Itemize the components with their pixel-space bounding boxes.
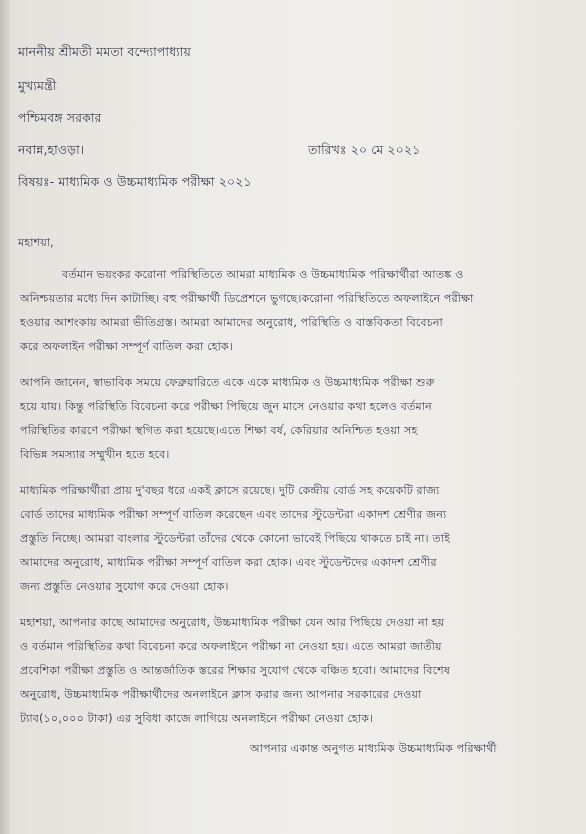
letter-date: তারিখঃ ২০ মে ২০২১ (308, 142, 421, 157)
paragraph-3-line: প্রস্তুতি নিচ্ছে। আমরা বাংলার স্টুডেন্টরা তাঁদের থেকে কোনো ভাবেই পিছিয়ে থাকতে চাই না। তাই (20, 532, 451, 545)
page-shadow (0, 0, 12, 834)
paragraph-4-line: মহাশয়া, আপনার কাছে আমাদের অনুরোধ, উচ্চমাধ্যমিক পরীক্ষা যেন আর পিছিয়ে দেওয়া না হয় (20, 616, 445, 629)
paragraph-2-line: পরিস্থিতির কারণে পরীক্ষা স্থগিত করা হয়েছে।এতে শিক্ষা বর্ষ, কেরিয়ার অনিশ্চিত হওয়া সহ (20, 424, 418, 437)
paragraph-3-line: জন্য প্রস্তুতি নেওয়ার সুযোগ করে দেওয়া হোক। (20, 580, 229, 593)
paragraph-2-line: আপনি জানেন, স্বাভাবিক সময়ে ফেব্রুয়ারিতে একে একে মাধ্যমিক ও উচ্চমাধ্যমিক পরীক্ষা শুরু (20, 376, 435, 389)
paragraph-3-line: মাধ্যমিক পরিক্ষার্থীরা প্রায় দু'বছর ধরে একই ক্লাসে রয়েছে। দুটি কেন্দ্রীয় বোর্ড সহ কয়েকটি রাজ্য (20, 484, 440, 497)
addressee-government: পশ্চিমবঙ্গ সরকার (18, 110, 102, 125)
paragraph-1-line: করে অফলাইন পরীক্ষা সম্পূর্ণ বাতিল করা হোক। (20, 340, 233, 353)
paragraph-1-line: অনিশ্চয়তার মধ্যে দিন কাটাচ্ছি। বহু পরীক্ষার্থী ডিপ্রেশনে ভুগছে।করোনা পরিস্থিতিতে অফলাইনে পরীক্ষা (20, 292, 474, 305)
letter-subject: বিষয়ঃ- মাধ্যমিক ও উচ্চমাধ্যমিক পরীক্ষা ২০২১ (18, 174, 252, 189)
signature: আপনার একান্ত অনুগত মাধ্যমিক উচ্চমাধ্যমিক পরিক্ষার্থী (250, 742, 497, 755)
paragraph-3-line: আমাদের অনুরোধ, মাধ্যমিক পরীক্ষা সম্পূর্ণ বাতিল করা হোক। এবং স্টুডেন্টদের একাদশ শ্রেণীর (20, 556, 437, 569)
paragraph-4-line: ও বর্তমান পরিস্থিতির কথা বিবেচনা করে অফলাইনে পরীক্ষা না নেওয়া হয়। এতে আমরা জাতীয় (20, 640, 442, 653)
paragraph-3-line: বোর্ড তাদের মাধ্যমিক পরীক্ষা সম্পূর্ণ বাতিল করেছেন এবং তাদের স্টুডেন্টরা একাদশ শ্রেণীর জন্য (20, 508, 447, 521)
paragraph-4-line: ট্যাব(১০,০০০ টাকা) এর সুবিধা কাজে লাগিয়ে অনলাইনে পরীক্ষা নেওয়া হোক। (20, 712, 374, 725)
addressee-place: নবান্ন,হাওড়া। (18, 142, 85, 157)
paragraph-1-line: হওয়ার আশংকায় আমরা ভীতিগ্রস্ত। আমরা আমাদের অনুরোধ, পরিস্থিতি ও বাস্তবিকতা বিবেচনা (20, 316, 443, 329)
paragraph-4-line: অনুরোধ, উচ্চমাধ্যমিক পরীক্ষার্থীদের অনলাইনে ক্লাস করার জন্য আপনার সরকারের দেওয়া (20, 688, 422, 701)
paragraph-1-line: বর্তমান ভয়ংকর করোনা পরিস্থিতিতে আমরা মাধ্যমিক ও উচ্চমাধ্যমিক পরিক্ষার্থীরা আতঙ্ক ও (62, 268, 464, 281)
paragraph-4-line: প্রবেশিকা পরীক্ষা প্রস্তুতি ও আন্তর্জাতিক স্তরের শিক্ষার সুযোগ থেকে বঞ্চিত হবো। আমাদের বিশেষ (20, 664, 451, 677)
salutation: মহাশয়া, (18, 236, 54, 249)
addressee-title: মুখ্যমন্ত্রী (18, 78, 57, 93)
paragraph-2-line: হয়ে যায়। কিন্তু পরিস্থিতি বিবেচনা করে পরীক্ষা পিছিয়ে জুন মাসে নেওয়ার কথা হলেও বর্তমান (20, 400, 432, 413)
paragraph-2-line: বিভিন্ন সমস্যার সম্মুখীন হতে হবে। (20, 448, 170, 461)
addressee-name: মাননীয় শ্রীমতী মমতা বন্দ্যোপাধ্যায় (18, 44, 191, 59)
